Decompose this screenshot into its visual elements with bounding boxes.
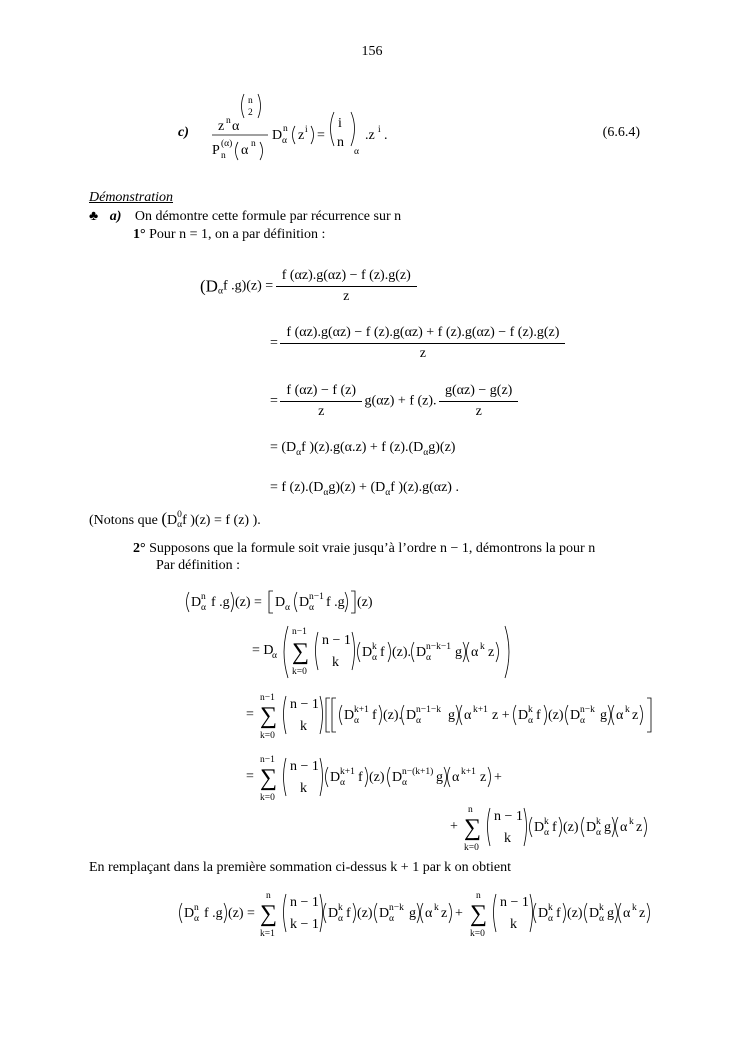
final-sum1-lower: k=1 bbox=[260, 929, 275, 939]
formula-c-op-sup: n bbox=[283, 124, 288, 134]
step1-eq3-num2: g(αz) − g(z) bbox=[445, 383, 513, 398]
svg-text:f: f bbox=[372, 708, 377, 723]
svg-text:k: k bbox=[629, 817, 634, 827]
svg-text:n − 1: n − 1 bbox=[290, 759, 319, 774]
step1-eq4-p4: g)(z) bbox=[428, 440, 456, 455]
formula-c-den-arg: α bbox=[241, 143, 249, 158]
formula-c-rhs-binom-top: i bbox=[338, 116, 342, 131]
step1-line bbox=[133, 227, 325, 243]
formula-c-svg bbox=[210, 88, 400, 166]
formula-c-num-alpha: α bbox=[232, 119, 240, 134]
part-a-text: On démontre cette formule par récurrence sur bbox=[134, 209, 391, 224]
formula-c-rhs-tail-exp: i bbox=[378, 125, 381, 135]
step2-eq1-mid-sub2: α bbox=[309, 603, 314, 613]
formula-c-binom-top: n bbox=[248, 96, 253, 106]
step2-eq4-sum-upper: n−1 bbox=[260, 755, 275, 765]
svg-text:α: α bbox=[599, 914, 604, 924]
step1-label: 1° bbox=[133, 227, 146, 242]
step2-eq1-sub: α bbox=[201, 603, 206, 613]
final-sum1-upper: n bbox=[266, 891, 271, 901]
step1-eq3-num1: f (αz) − f (z) bbox=[286, 383, 357, 398]
step1-eq3-mid: g(αz) + f (z). bbox=[364, 393, 437, 409]
step1-eq3-den1: z bbox=[280, 401, 362, 420]
svg-text:k: k bbox=[480, 642, 485, 652]
step2-eq5-sum-lower: k=0 bbox=[464, 843, 479, 853]
step2-eq2-sum-lower: k=0 bbox=[292, 667, 307, 677]
svg-text:k+1: k+1 bbox=[461, 767, 476, 777]
step2-line bbox=[133, 541, 595, 557]
svg-text:D: D bbox=[191, 595, 202, 610]
step1-eq5-p4: f )(z).g(αz) . bbox=[390, 480, 459, 495]
svg-text:D: D bbox=[362, 645, 373, 660]
notons-tail: f )(z) = f (z) ). bbox=[182, 513, 261, 528]
svg-text:n−(k+1): n−(k+1) bbox=[402, 767, 434, 777]
club-bullet-icon: ♣ bbox=[89, 209, 99, 224]
svg-text:g: g bbox=[436, 770, 443, 785]
step1-eq3-frac2 bbox=[442, 383, 515, 420]
final-sum2-lower: k=0 bbox=[470, 929, 485, 939]
svg-text:α: α bbox=[620, 820, 628, 835]
step1-eq3-frac1 bbox=[283, 383, 359, 420]
svg-text:k: k bbox=[510, 917, 517, 932]
svg-text:f: f bbox=[536, 708, 541, 723]
svg-text:f .g: f .g bbox=[326, 595, 345, 610]
svg-text:D: D bbox=[534, 820, 545, 835]
step2-eq2-pre: = D bbox=[252, 643, 274, 658]
part-a-line bbox=[89, 209, 401, 225]
svg-text:D: D bbox=[589, 906, 600, 921]
svg-text:α: α bbox=[464, 708, 472, 723]
svg-text:α: α bbox=[416, 716, 421, 726]
svg-text:D: D bbox=[406, 708, 417, 723]
step1-eq2-num: f (αz).g(αz) − f (z).g(αz) + f (z).g(αz) − f (z).g(z) bbox=[286, 325, 560, 340]
svg-text:α: α bbox=[528, 716, 533, 726]
svg-text:D: D bbox=[538, 906, 549, 921]
step2-eq2 bbox=[250, 622, 520, 689]
step1-eq5-p0: = f (z).(D bbox=[270, 480, 324, 495]
part-a-var: n bbox=[394, 209, 402, 224]
formula-c-arg: z bbox=[298, 128, 305, 143]
step1-cond: n = 1 bbox=[179, 227, 208, 242]
svg-text:α: α bbox=[389, 914, 394, 924]
final-binom1-top: n − 1 bbox=[290, 895, 319, 910]
notons-op-sup: 0 bbox=[177, 510, 182, 521]
svg-text:(z): (z) bbox=[357, 906, 373, 921]
svg-text:k+1: k+1 bbox=[473, 705, 488, 715]
formula-c-den-P-sup: (α) bbox=[221, 139, 233, 149]
step1-eq5-p2: g)(z) + (D bbox=[328, 480, 386, 495]
svg-text:k: k bbox=[338, 903, 343, 913]
step2-eq4-svg bbox=[244, 752, 514, 808]
step1-eq2-lhs: = bbox=[270, 335, 278, 351]
svg-text:(z).: (z). bbox=[392, 645, 412, 660]
svg-text:(z): (z) bbox=[548, 708, 564, 723]
replacement-par: par bbox=[422, 860, 441, 875]
step1-eq4-p1: α bbox=[296, 447, 302, 458]
step1-eq4-p3: α bbox=[423, 447, 429, 458]
svg-text:=: = bbox=[246, 707, 254, 722]
step1-text-post: , on a par définition : bbox=[207, 227, 326, 242]
step1-eq2-frac bbox=[283, 325, 562, 362]
svg-text:D: D bbox=[328, 906, 339, 921]
svg-text:α: α bbox=[372, 653, 377, 663]
step2-eq5 bbox=[448, 802, 658, 863]
svg-text:α: α bbox=[426, 653, 431, 663]
step1-eq3-lhs: = bbox=[270, 393, 278, 409]
step1-eq1-lhs-tail: f .g)(z) = bbox=[222, 278, 274, 294]
svg-text:D: D bbox=[184, 906, 195, 921]
svg-text:=: = bbox=[246, 769, 254, 784]
svg-text:k+1: k+1 bbox=[340, 767, 355, 777]
svg-text:α: α bbox=[580, 716, 585, 726]
notons-line: (Notons que (D 0 α f )(z) = f (z) ). bbox=[89, 509, 261, 530]
step1-eq1 bbox=[200, 268, 416, 305]
formula-c-rhs-binom-sub: α bbox=[354, 147, 359, 157]
svg-text:z: z bbox=[480, 770, 487, 785]
step1-eq5-p1: α bbox=[323, 487, 329, 498]
svg-text:k: k bbox=[504, 831, 511, 846]
formula-c-equals: = bbox=[317, 128, 325, 143]
formula-c-op-sub: α bbox=[282, 136, 287, 146]
svg-text:D: D bbox=[416, 645, 427, 660]
replacement-expr1: k + 1 bbox=[390, 860, 420, 875]
equation-number: (6.6.4) bbox=[602, 125, 640, 140]
step2-eq1-sup: n bbox=[201, 592, 206, 602]
svg-text:k+1: k+1 bbox=[354, 705, 369, 715]
formula-c-arg-exp: i bbox=[305, 125, 308, 135]
svg-text:f .g: f .g bbox=[211, 595, 230, 610]
step1-eq1-lhs-sub: α bbox=[217, 286, 223, 297]
svg-text:D: D bbox=[299, 595, 310, 610]
svg-text:k: k bbox=[434, 903, 439, 913]
step1-eq4-p2: f )(z).g(α.z) + f (z).(D bbox=[301, 440, 424, 455]
svg-text:+: + bbox=[494, 770, 502, 785]
step1-eq3 bbox=[270, 383, 517, 420]
svg-text:∑: ∑ bbox=[292, 639, 310, 665]
svg-text:D: D bbox=[392, 770, 403, 785]
svg-text:z: z bbox=[441, 906, 448, 921]
svg-text:n−k: n−k bbox=[580, 705, 595, 715]
svg-text:n − 1: n − 1 bbox=[500, 895, 529, 910]
step1-eq1-den: z bbox=[276, 286, 417, 305]
step2-order: n − 1 bbox=[439, 541, 469, 556]
step2-eq2-binom-bottom: k bbox=[332, 655, 339, 670]
svg-text:g: g bbox=[448, 708, 455, 723]
svg-text:f .g: f .g bbox=[204, 906, 223, 921]
svg-text:(z).: (z). bbox=[383, 708, 403, 723]
svg-text:D: D bbox=[586, 820, 597, 835]
final-sum2-upper: n bbox=[476, 891, 481, 901]
svg-text:(z) =: (z) = bbox=[235, 595, 262, 610]
replacement-expr2: k bbox=[444, 860, 452, 875]
svg-text:(z): (z) bbox=[563, 820, 579, 835]
svg-text:g: g bbox=[409, 906, 416, 921]
svg-text:D: D bbox=[570, 708, 581, 723]
step2-text: Supposons que la formule soit vraie jusqu’à l’ordre bbox=[149, 541, 437, 556]
replacement-text: En remplaçant dans la première sommation ci-dessus bbox=[89, 860, 387, 875]
svg-text:(z): (z) bbox=[567, 906, 583, 921]
final-equation bbox=[176, 888, 676, 949]
svg-text:α: α bbox=[596, 828, 601, 838]
part-a-label: a) bbox=[109, 209, 122, 224]
svg-text:∑: ∑ bbox=[464, 815, 482, 841]
svg-text:z: z bbox=[632, 708, 639, 723]
svg-text:f: f bbox=[380, 645, 385, 660]
svg-text:n − 1: n − 1 bbox=[290, 697, 319, 712]
step1-eq5-p3: α bbox=[385, 487, 391, 498]
svg-text:α: α bbox=[544, 828, 549, 838]
svg-text:k: k bbox=[596, 817, 601, 827]
svg-text:∑: ∑ bbox=[260, 901, 278, 927]
svg-text:k: k bbox=[300, 719, 307, 734]
svg-text:k: k bbox=[372, 642, 377, 652]
svg-text:z: z bbox=[639, 906, 646, 921]
svg-text:α: α bbox=[194, 914, 199, 924]
svg-text:(z): (z) bbox=[357, 595, 373, 610]
svg-text:D: D bbox=[330, 770, 341, 785]
step1-eq1-num: f (αz).g(αz) − f (z).g(z) bbox=[281, 268, 411, 283]
svg-text:f: f bbox=[358, 770, 363, 785]
svg-text:D: D bbox=[275, 595, 286, 610]
step2-line2: Par définition : bbox=[156, 558, 240, 573]
svg-text:D: D bbox=[344, 708, 355, 723]
svg-text:α: α bbox=[354, 716, 359, 726]
svg-text:k: k bbox=[528, 705, 533, 715]
formula-c-den-P-sub: n bbox=[221, 151, 226, 161]
formula-c-den-P: P bbox=[212, 143, 220, 158]
step1-eq5 bbox=[270, 480, 459, 496]
step2-var: n bbox=[588, 541, 596, 556]
step2-eq3-sum-upper: n−1 bbox=[260, 693, 275, 703]
svg-text:g: g bbox=[604, 820, 611, 835]
svg-text:z: z bbox=[636, 820, 643, 835]
svg-text:g: g bbox=[455, 645, 462, 660]
step2-eq3 bbox=[244, 690, 664, 751]
final-equation-svg bbox=[176, 888, 676, 944]
svg-text:k: k bbox=[544, 817, 549, 827]
svg-text:α: α bbox=[616, 708, 624, 723]
svg-text:n − 1: n − 1 bbox=[494, 809, 523, 824]
step1-eq2-den: z bbox=[280, 343, 565, 362]
svg-text:α: α bbox=[402, 778, 407, 788]
step2-eq5-svg bbox=[448, 802, 658, 858]
formula-c-num-z: z bbox=[218, 119, 225, 134]
svg-text:f: f bbox=[556, 906, 561, 921]
svg-text:∑: ∑ bbox=[470, 901, 488, 927]
step2-eq2-svg bbox=[250, 622, 520, 684]
notons-op: D bbox=[167, 513, 178, 528]
svg-text:∑: ∑ bbox=[260, 765, 278, 791]
formula-c-rhs-tail: .z bbox=[365, 128, 375, 143]
step2-eq3-sum-lower: k=0 bbox=[260, 731, 275, 741]
svg-text:f: f bbox=[346, 906, 351, 921]
svg-text:n−1−k: n−1−k bbox=[416, 705, 441, 715]
formula-c-den-arg-exp: n bbox=[251, 139, 256, 149]
page-number: 156 bbox=[361, 44, 383, 59]
step2-eq3-svg bbox=[244, 690, 664, 746]
svg-text:g: g bbox=[600, 708, 607, 723]
svg-text:D: D bbox=[379, 906, 390, 921]
svg-text:k: k bbox=[548, 903, 553, 913]
svg-text:n: n bbox=[194, 903, 199, 913]
step2-eq2-sum-upper: n−1 bbox=[292, 627, 307, 637]
step1-eq2 bbox=[270, 325, 564, 362]
svg-text:∑: ∑ bbox=[260, 703, 278, 729]
svg-text:z +: z + bbox=[492, 708, 510, 723]
svg-text:n−k: n−k bbox=[389, 903, 404, 913]
step1-text-pre: Pour bbox=[149, 227, 176, 242]
notons-op-sub: α bbox=[177, 519, 183, 530]
svg-text:k: k bbox=[625, 705, 630, 715]
step1-eq4-p0: = (D bbox=[270, 440, 297, 455]
svg-text:α: α bbox=[623, 906, 631, 921]
formula-c-rhs-binom-bottom: n bbox=[337, 135, 344, 150]
formula-c-num-exp: n bbox=[226, 116, 231, 126]
svg-text:α: α bbox=[548, 914, 553, 924]
replacement-line bbox=[89, 860, 511, 876]
formula-c bbox=[210, 88, 400, 171]
step2-eq1-mid-sup: n−1 bbox=[309, 592, 324, 602]
formula-c-period: . bbox=[384, 128, 388, 143]
svg-text:(z) =: (z) = bbox=[228, 906, 255, 921]
svg-text:g: g bbox=[607, 906, 614, 921]
svg-text:k: k bbox=[632, 903, 637, 913]
svg-text:z: z bbox=[488, 645, 495, 660]
svg-text:α: α bbox=[425, 906, 433, 921]
step1-eq4 bbox=[270, 440, 455, 456]
step2-eq5-sum-upper: n bbox=[468, 805, 473, 815]
step1-eq1-lhs: (D bbox=[200, 276, 218, 296]
step2-eq1 bbox=[183, 588, 383, 621]
formula-c-binom-bottom: 2 bbox=[248, 108, 253, 118]
step2-text2: , démontrons la pour bbox=[468, 541, 585, 556]
svg-text:(z): (z) bbox=[369, 770, 385, 785]
step2-eq2-pre-sub: α bbox=[272, 651, 277, 661]
svg-text:+: + bbox=[450, 819, 458, 834]
step2-eq4-sum-lower: k=0 bbox=[260, 793, 275, 803]
svg-text:α: α bbox=[471, 645, 479, 660]
replacement-text-end: on obtient bbox=[454, 860, 511, 875]
svg-text:α: α bbox=[338, 914, 343, 924]
svg-text:α: α bbox=[452, 770, 460, 785]
notons-pre: (Notons que bbox=[89, 513, 158, 528]
svg-text:D: D bbox=[518, 708, 529, 723]
svg-text:α: α bbox=[340, 778, 345, 788]
svg-text:n−k−1: n−k−1 bbox=[426, 642, 451, 652]
formula-c-label: c) bbox=[178, 125, 189, 140]
step2-label: 2° bbox=[133, 541, 146, 556]
formula-c-op: D bbox=[272, 128, 283, 143]
step1-eq1-frac bbox=[279, 268, 414, 305]
step2-eq1-mid-sub: α bbox=[285, 603, 290, 613]
step2-eq1-svg bbox=[183, 588, 383, 616]
demonstration-title: Démonstration bbox=[89, 190, 173, 205]
final-binom1-bottom: k − 1 bbox=[290, 917, 319, 932]
svg-text:k: k bbox=[599, 903, 604, 913]
svg-text:f: f bbox=[552, 820, 557, 835]
step1-eq3-den2: z bbox=[439, 401, 518, 420]
step2-eq2-binom-top: n − 1 bbox=[322, 633, 351, 648]
svg-text:+: + bbox=[455, 906, 463, 921]
svg-text:k: k bbox=[300, 781, 307, 796]
